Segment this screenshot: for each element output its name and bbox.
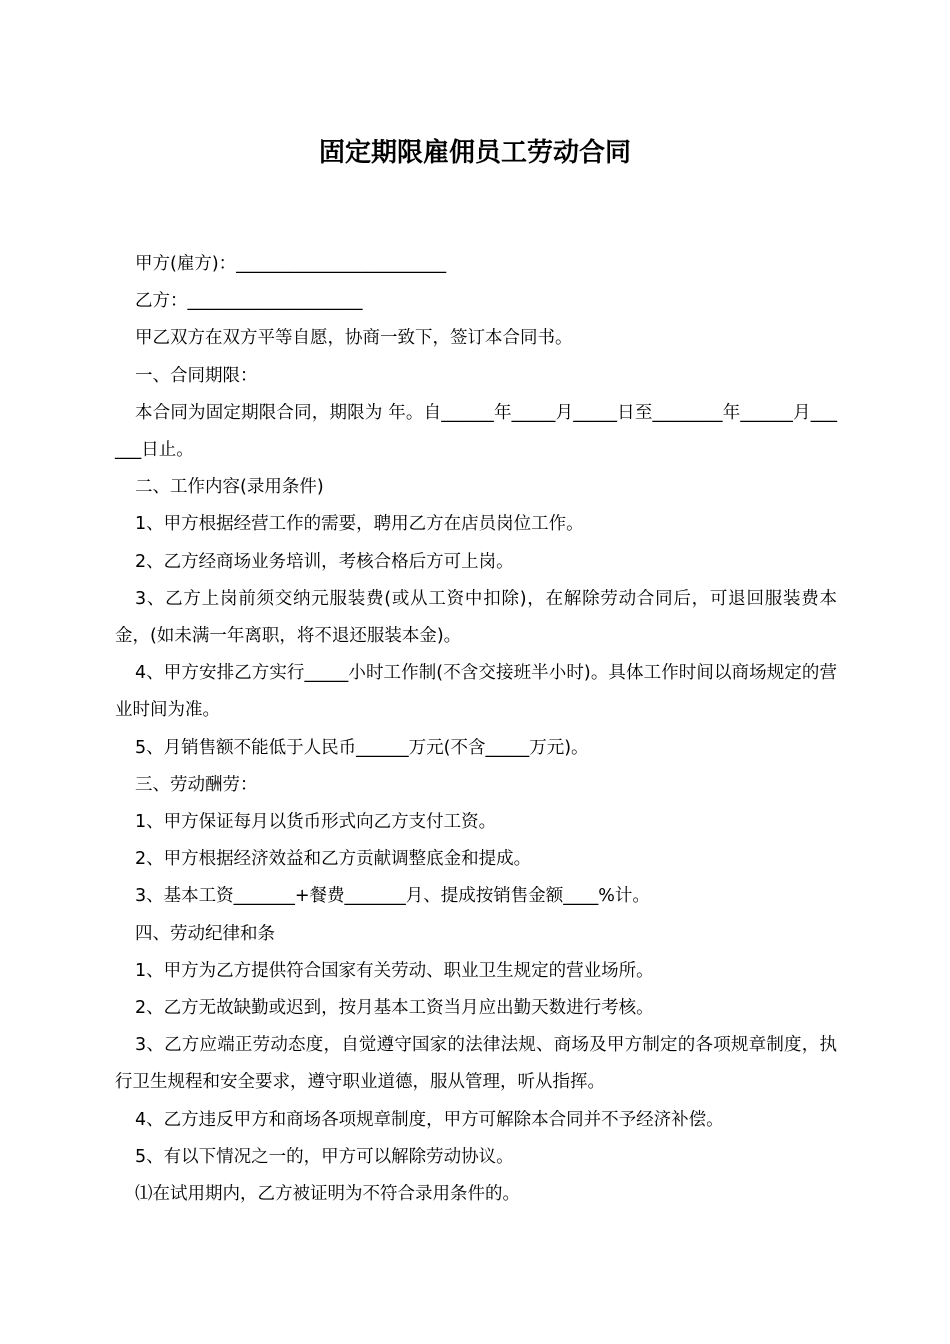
party-b-line: 乙方：____________________ <box>135 291 363 312</box>
section-heading-3: 三、劳动酬劳： <box>135 774 258 795</box>
intro-paragraph: 甲乙双方在双方平等自愿，协商一致下，签订本合同书。 <box>135 328 573 349</box>
party-a-line: 甲方(雇方)：________________________ <box>135 254 447 274</box>
clause-3-2: 2、甲方根据经济效益和乙方贡献调整底金和提成。 <box>135 849 532 870</box>
section-heading-4: 四、劳动纪律和条 <box>135 923 275 944</box>
document-title: 固定期限雇佣员工劳动合同 <box>318 138 631 168</box>
clause-4-3: 3、乙方应端正劳动态度，自觉遵守国家的法律法规、商场及甲方制定的各项规章制度，执行卫生规程和安全要求，遵守职业道德，服从管理，听从指挥。 <box>115 1035 837 1093</box>
clause-4-2: 2、乙方无故缺勤或迟到，按月基本工资当月应出勤天数进行考核。 <box>135 998 654 1019</box>
contract-term-paragraph: 本合同为固定期限合同，期限为 年。自______年_____月_____日至________年______月______日止。 <box>115 402 837 461</box>
section-heading-1: 一、合同期限： <box>135 365 258 386</box>
clause-2-4: 4、甲方安排乙方实行_____小时工作制(不含交接班半小时)。具体工作时间以商场规定的营业时间为准。 <box>115 663 837 721</box>
clause-2-2: 2、乙方经商场业务培训，考核合格后方可上岗。 <box>135 551 514 572</box>
clause-4-4: 4、乙方违反甲方和商场各项规章制度，甲方可解除本合同并不予经济补偿。 <box>135 1109 724 1130</box>
clause-4-1: 1、甲方为乙方提供符合国家有关劳动、职业卫生规定的营业场所。 <box>135 960 654 981</box>
clause-3-3: 3、基本工资_______+餐费_______月、提成按销售金额____%计。 <box>135 886 650 907</box>
document-body <box>115 246 837 1213</box>
clause-2-3: 3、乙方上岗前须交纳元服装费(或从工资中扣除)，在解除劳动合同后，可退回服装费本金，(如未满一年离职，将不退还服装本金)。 <box>115 588 837 647</box>
clause-3-1: 1、甲方保证每月以货币形式向乙方支付工资。 <box>135 812 497 833</box>
clause-4-5-item-1: ⑴在试用期内，乙方被证明为不符合录用条件的。 <box>135 1184 520 1205</box>
clause-2-5: 5、月销售额不能低于人民币______万元(不含_____万元)。 <box>135 737 589 758</box>
clause-2-1: 1、甲方根据经营工作的需要，聘用乙方在店员岗位工作。 <box>135 514 584 535</box>
section-heading-2: 二、工作内容(录用条件) <box>135 477 324 498</box>
clause-4-5: 5、有以下情况之一的，甲方可以解除劳动协议。 <box>135 1146 514 1167</box>
